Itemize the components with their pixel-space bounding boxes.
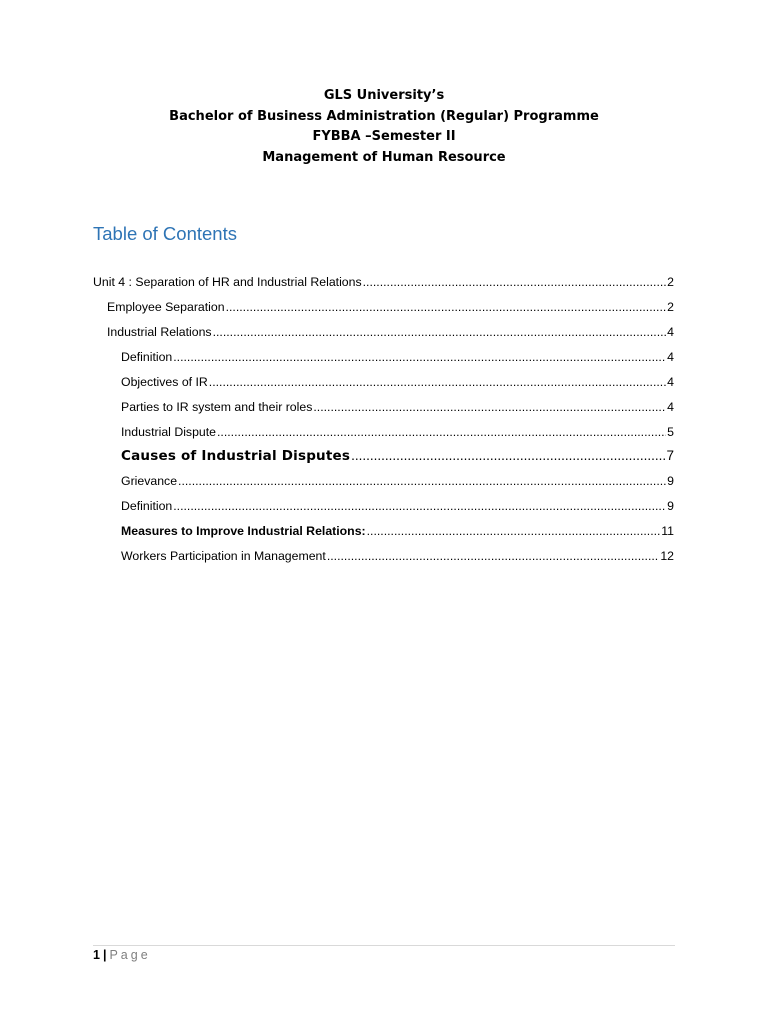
- toc-entry-definition[interactable]: [121, 349, 674, 365]
- toc-entry-label: Definition: [121, 499, 173, 513]
- toc-entry-label: Objectives of IR: [121, 375, 208, 389]
- toc-entry-parties-to-ir[interactable]: [121, 399, 674, 415]
- toc-entry-grievance[interactable]: [121, 473, 674, 489]
- toc-dot-leader: [209, 374, 666, 390]
- toc-entry-page: 9: [667, 499, 674, 513]
- programme-name: Bachelor of Business Administration (Regular) Programme: [169, 108, 599, 124]
- toc-entry-unit-4[interactable]: [93, 274, 674, 290]
- semester-label: FYBBA –Semester II: [312, 129, 456, 144]
- toc-entry-grievance-definition[interactable]: [121, 498, 674, 514]
- toc-entry-label: Unit 4 : Separation of HR and Industrial Relations: [93, 275, 362, 289]
- toc-entry-page: 7: [666, 448, 674, 463]
- document-header: [0, 86, 768, 168]
- toc-entry-page: 2: [667, 300, 674, 314]
- toc-dot-leader: [213, 324, 667, 340]
- toc-entry-workers-participation[interactable]: [121, 548, 674, 564]
- subject-title: Management of Human Resource: [262, 149, 506, 165]
- toc-entry-label: Industrial Dispute: [121, 425, 217, 439]
- page-footer: [93, 948, 151, 962]
- footer-separator: |: [102, 948, 107, 962]
- toc-entry-label: Measures to Improve Industrial Relations:: [121, 524, 366, 538]
- toc-entry-industrial-dispute[interactable]: [121, 424, 674, 440]
- toc-dot-leader: [178, 473, 666, 489]
- toc-entry-employee-separation[interactable]: [107, 299, 674, 315]
- toc-entry-page: 4: [667, 375, 674, 389]
- toc-entry-label: Definition: [121, 350, 173, 364]
- university-name: GLS University’s: [323, 88, 445, 103]
- toc-dot-leader: [313, 399, 666, 415]
- toc-entry-label: Workers Participation in Management: [121, 549, 326, 563]
- toc-entry-causes-of-disputes[interactable]: [121, 448, 674, 464]
- toc-entry-measures[interactable]: [121, 523, 674, 539]
- toc-entry-label: Grievance: [121, 474, 178, 488]
- toc-dot-leader: [226, 299, 667, 315]
- toc-entry-page: 2: [667, 275, 674, 289]
- toc-dot-leader: [173, 349, 666, 365]
- toc-entry-label: Parties to IR system and their roles: [121, 400, 313, 414]
- toc-dot-leader: [327, 548, 659, 564]
- toc-entry-page: 4: [667, 325, 674, 339]
- toc-entry-page: 12: [660, 549, 674, 563]
- toc-entry-label: Causes of Industrial Disputes: [121, 448, 351, 464]
- toc-entry-label: Industrial Relations: [107, 325, 212, 339]
- toc-dot-leader: [363, 274, 667, 290]
- toc-dot-leader: [173, 498, 666, 514]
- footer-divider: [93, 945, 675, 946]
- toc-entry-page: 11: [661, 524, 674, 538]
- toc-dot-leader: [351, 448, 665, 464]
- toc-heading: Table of Contents: [93, 223, 237, 244]
- toc-dot-leader: [217, 424, 666, 440]
- toc-entry-label: Employee Separation: [107, 300, 225, 314]
- toc-dot-leader: [367, 523, 661, 539]
- toc-entry-page: 4: [667, 350, 674, 364]
- toc-entry-industrial-relations[interactable]: [107, 324, 674, 340]
- toc-entry-page: 9: [667, 474, 674, 488]
- toc-entry-objectives-of-ir[interactable]: [121, 374, 674, 390]
- footer-page-number: 1: [93, 948, 100, 962]
- toc-entry-page: 4: [667, 400, 674, 414]
- footer-page-word: Page: [109, 948, 151, 962]
- toc-entry-page: 5: [667, 425, 674, 439]
